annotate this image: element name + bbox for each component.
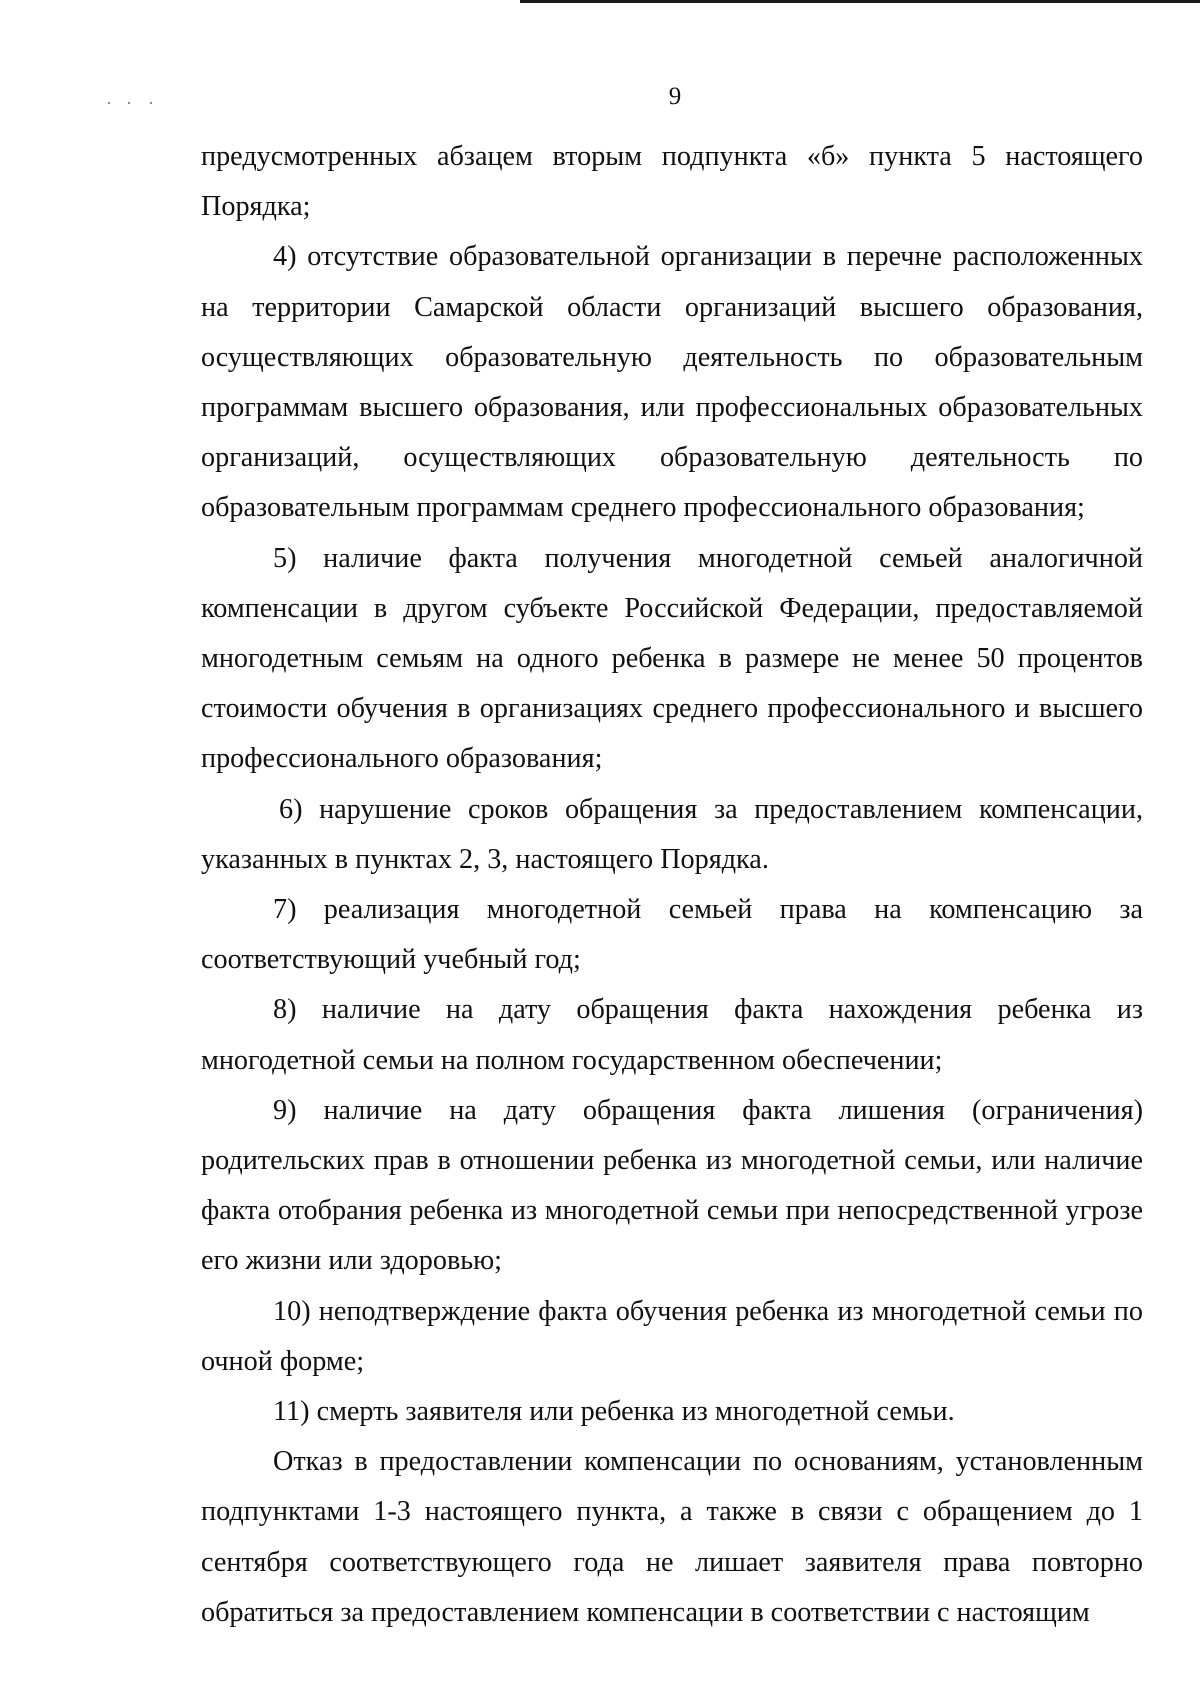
document-body <box>201 132 1143 1638</box>
list-item-10: 10) неподтверждение факта обучения ребенка из многодетной семьи по очной форме; <box>201 1295 1143 1377</box>
paragraph-refusal: Отказ в предоставлении компенсации по основаниям, установленным подпунктами 1-3 настоящего пункта, а также в связи с обращением до 1 сентября соответствующего года не лишает заявителя права повторно обратиться за предоставлением компенсации в соответствии с настоящим <box>201 1446 1143 1628</box>
list-item-6: 6) нарушение сроков обращения за предоставлением компенсации, указанных в пунктах 2, 3, настоящего Порядка. <box>201 793 1143 875</box>
scan-top-edge-line <box>520 0 1200 3</box>
list-item-7: 7) реализация многодетной семьей права на компенсацию за соответствующий учебный год; <box>201 894 1143 976</box>
page-number: 9 <box>668 83 682 110</box>
list-item-5: 5) наличие факта получения многодетной семьей аналогичной компенсации в другом субъекте Российской Федерации, предоставляемой многодетным семьям на одного ребенка в размере не менее 50 процентов стоимости обучения в организациях среднего профессионального и высшего профессионального образования; <box>201 542 1143 775</box>
paragraph-continuation: предусмотренных абзацем вторым подпункта «б» пункта 5 настоящего Порядка; <box>201 141 1143 223</box>
list-item-11: 11) смерть заявителя или ребенка из многодетной семьи. <box>273 1396 955 1428</box>
list-item-9: 9) наличие на дату обращения факта лишения (ограничения) родительских прав в отношении ребенка из многодетной семьи, или наличие факта отобрания ребенка из многодетной семьи при непосредственной угрозе его жизни или здоровью; <box>201 1094 1143 1277</box>
list-item-4: 4) отсутствие образовательной организации в перечне расположенных на территории Самарской области организаций высшего образования, осуществляющих образовательную деятельность по образовательным программам высшего образования, или профессиональных образовательных организаций, осуществляющих образовательную деятельность по образовательным программам среднего профессионального образования; <box>201 241 1143 524</box>
list-item-8: 8) наличие на дату обращения факта нахождения ребенка из многодетной семьи на полном государственном обеспечении; <box>201 994 1143 1076</box>
